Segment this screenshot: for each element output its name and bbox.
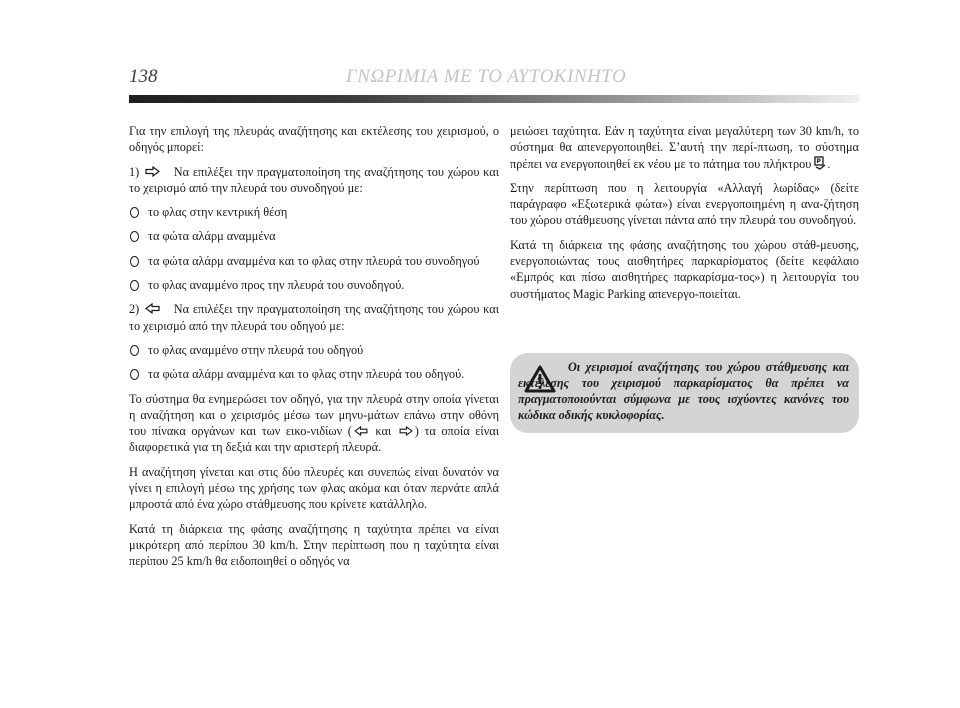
list-item: το φλας αναμμένο προς την πλευρά του συνοδηγού. (129, 277, 499, 293)
list-item: τα φώτα αλάρμ αναμμένα (129, 228, 499, 244)
right-column (510, 123, 859, 310)
left-arrow-icon (145, 303, 160, 314)
both-sides-paragraph: Η αναζήτηση γίνεται και στις δύο πλευρές και συνεπώς είναι δυνατόν να γίνει η επιλογή μέσω της χρήσης των φλας ακόμα και όταν περνάτε απλά μπροστά από ένα χώρο στάθμευσης που κρίνετε κατάλληλο. (129, 464, 499, 512)
intro-paragraph: Για την επιλογή της πλευράς αναζήτησης και εκτέλεσης του χειρισμού, ο οδηγός μπορεί: (129, 124, 499, 155)
list-item: τα φώτα αλάρμ αναμμένα και το φλας στην πλευρά του οδηγού. (129, 366, 499, 382)
bullet-circle-icon (130, 231, 139, 242)
continue-paragraph: μειώσει ταχύτητα. Εάν η ταχύτητα είναι μεγαλύτερη των 30 km/h, το σύστημα θα απενεργοποιηθεί. Σ’αυτή την περί-πτωση, το σύστημα πρέπει να ενεργοποιηθεί εκ νέου με το πάτημα του πλήκτρου . (510, 124, 859, 171)
bullet-circle-icon (130, 345, 139, 356)
list-item: τα φώτα αλάρμ αναμμένα και το φλας στην πλευρά του συνοδηγού (129, 253, 499, 269)
system-paragraph: Το σύστημα θα ενημερώσει τον οδηγό, για την πλευρά στην οποία γίνεται η αναζήτηση και ο χειρισμός μέσω των μηνυ-μάτων επάνω στην οθόνη του πίνακα οργάνων και των εικο-νιδίων ( και ) τα οποία είναι διαφορετικά για τη δεξιά και την αριστερή πλευρά. (129, 391, 500, 455)
left-arrow-icon (354, 426, 368, 436)
header-rule (129, 95, 859, 103)
list-item: το φλας στην κεντρική θέση (129, 204, 499, 220)
option-2-number: 2) (129, 302, 140, 317)
left-column (129, 123, 499, 578)
bullet-circle-icon (130, 256, 139, 267)
section-title: ΓΝΩΡΙΜΙΑ ΜΕ ΤΟ ΑΥΤΟΚΙΝΗΤΟ (346, 66, 627, 87)
option-1-number: 1) (129, 164, 140, 179)
list-item: το φλας αναμμένο στην πλευρά του οδηγού (129, 342, 499, 358)
right-arrow-icon (145, 166, 160, 177)
parking-key-icon (814, 156, 827, 170)
option-2-text: Να επιλέξει την πραγματοποίηση της αναζήτησης του χώρου και το χειρισμό από την πλευρά του οδηγού με: (129, 302, 500, 333)
warning-text: Οι χειρισμοί αναζήτησης του χώρου στάθμευσης και εκτέλεσης του χειρισμού παρκαρίσματος θα πρέπει να πραγματοποιούνται σύμφωνα με τους ισχύοντες κανόνες του κώδικα οδικής κυκλοφορίας. (518, 360, 849, 422)
page-number: 138 (129, 66, 158, 87)
sensors-paragraph: Κατά τη διάρκεια της φάσης αναζήτησης του χώρου στάθ-μευσης, ενεργοποιώντας τους αισθητήρες παρκαρίσματος (δείτε κεφάλαιο «Εμπρός και πίσω αισθητήρες παρκαρίσμα-τος») η λειτουργία του συστήματος Magic Parking απενεργο-ποιείται. (510, 237, 859, 301)
right-arrow-icon (399, 426, 413, 436)
option-1-text: Να επιλέξει την πραγματοποίηση της αναζήτησης του χώρου και το χειρισμό από την πλευρά του συνοδηγού με: (129, 164, 500, 195)
lane-change-paragraph: Στην περίπτωση που η λειτουργία «Αλλαγή λωρίδας» (δείτε παράγραφο «Εξωτερικά φώτα») είναι ενεργοποιημένη η ανα-ζήτηση του χώρου στάθμευσης γίνεται πάντα από την πλευρά του συνοδηγού. (510, 180, 859, 228)
warning-box (510, 353, 859, 433)
bullet-circle-icon (130, 369, 139, 380)
option-1 (129, 164, 499, 197)
bullet-circle-icon (130, 207, 139, 218)
bullet-circle-icon (130, 280, 139, 291)
speed-paragraph: Κατά τη διάρκεια της φάσης αναζήτησης η ταχύτητα πρέπει να είναι μικρότερη από περίπου 30 km/h. Στην περίπτωση που η ταχύτητα είναι περίπου 25 km/h θα ειδοποιηθεί ο οδηγός να (129, 521, 499, 569)
option-2 (129, 301, 499, 334)
